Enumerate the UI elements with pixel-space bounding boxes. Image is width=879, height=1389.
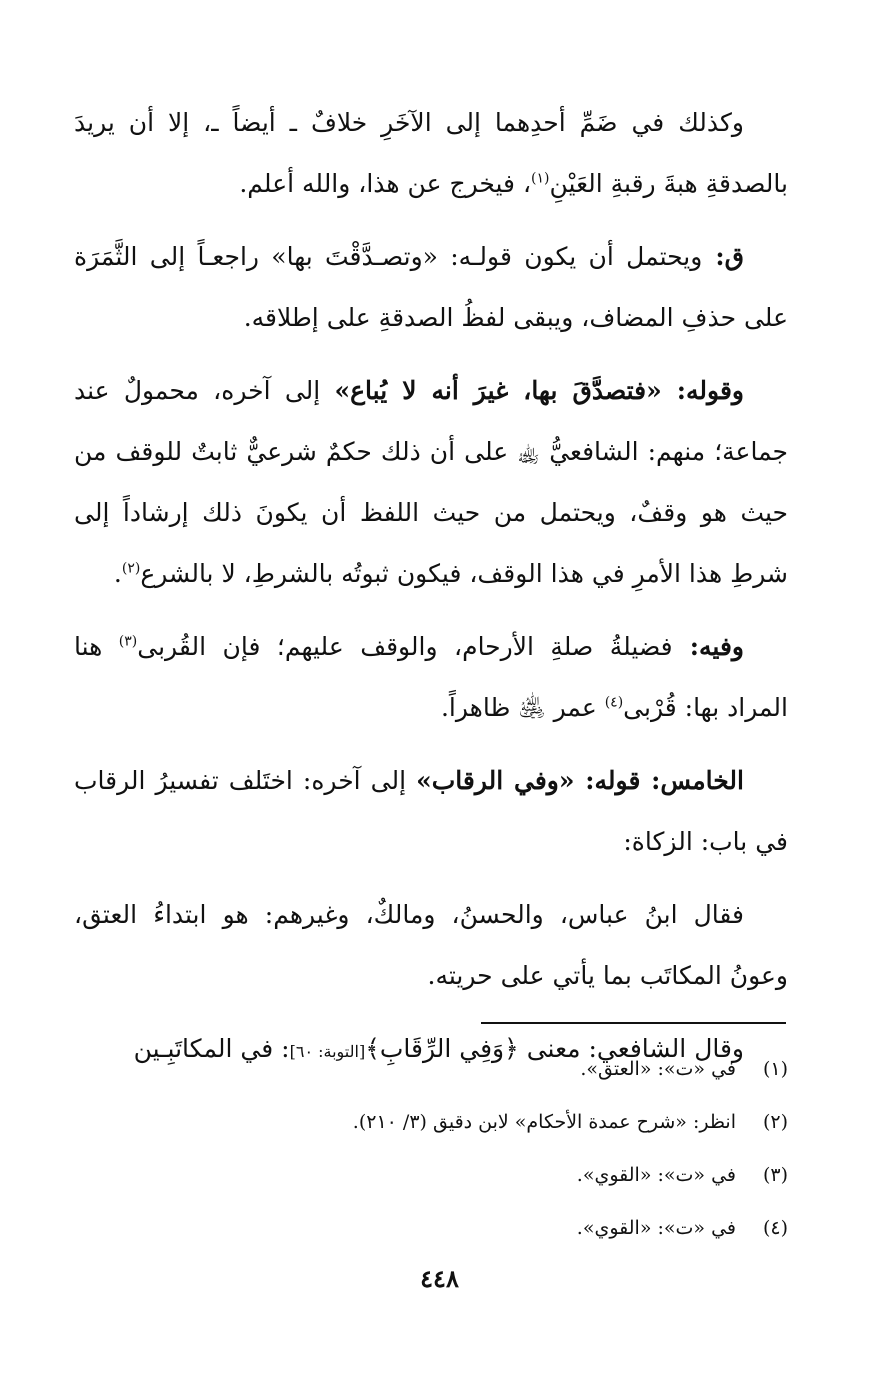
paragraph-4-text-b: هنا المراد بها: قُرْبى <box>74 632 788 722</box>
paragraph-6-text: فقال ابنُ عباس، والحسنُ، ومالكٌ، وغيرهم: هو ابتداءُ العتق، وعونُ المكاتَب بما يأتي على حريته. <box>74 900 788 990</box>
footnote-ref-1: (١) <box>531 170 550 187</box>
footnote-item <box>74 1202 788 1255</box>
paragraph-1 <box>74 92 788 214</box>
footnotes <box>74 1043 788 1255</box>
footnote-text: في «ت»: «القوي». <box>576 1164 736 1186</box>
footnote-ref-2: (٢) <box>121 560 141 577</box>
footnote-separator <box>481 1022 786 1024</box>
footnote-item <box>74 1149 788 1202</box>
paragraph-7-text-b: : في المكاتَبِـين <box>133 1034 290 1063</box>
footnote-number: (٣) <box>762 1164 788 1186</box>
paragraph-7-text-a: وقال الشافعي: معنى ﴿وَفِي الرِّقَابِ﴾ <box>365 1034 744 1063</box>
paragraph-3-quote: «فتصدَّقَ بها، غيرَ أنه لا يُباع» <box>334 376 662 405</box>
paragraph-2-lead: ق: <box>702 242 744 271</box>
paragraph-4-text-c: عمر ﵁ ظاهراً. <box>440 693 605 722</box>
paragraph-6 <box>74 884 788 1006</box>
paragraph-5 <box>74 750 788 872</box>
paragraph-1-text-b: ، فيخرج عن هذا، والله أعلم. <box>239 169 532 198</box>
footnote-number: (٤) <box>762 1217 788 1239</box>
footnote-text: في «ت»: «العتق». <box>580 1058 736 1080</box>
main-text <box>74 92 788 1094</box>
paragraph-5-lead: الخامس: قوله: <box>574 766 744 795</box>
footnote-item <box>74 1043 788 1096</box>
paragraph-3-lead: وقوله: <box>661 376 744 405</box>
footnote-number: (٢) <box>762 1111 788 1133</box>
paragraph-4-text-a: فضيلةُ صلةِ الأرحام، والوقف عليهم؛ فإن القُربى <box>137 632 673 661</box>
footnote-text: انظر: «شرح عمدة الأحكام» لابن دقيق (٣/ ٢١٠). <box>352 1111 736 1133</box>
footnote-ref-4: (٤) <box>604 694 624 711</box>
paragraph-4 <box>74 616 788 738</box>
footnote-item <box>74 1096 788 1149</box>
footnote-number: (١) <box>762 1058 788 1080</box>
paragraph-5-quote: «وفي الرقاب» <box>416 766 575 795</box>
footnote-text: في «ت»: «القوي». <box>576 1217 736 1239</box>
paragraph-3-text: إلى آخره، محمولٌ عند جماعة؛ منهم: الشافعيُّ ﵀ على أن ذلك حكمٌ شرعيٌّ ثابتٌ للوقف من حيث هو وقفٌ، ويحتمل من حيث اللفظ أن يكونَ ذلك إرشاداً إلى شرطِ هذا الأمرِ في هذا الوقف، فيكون ثبوتُه بالشرطِ، لا بالشرع <box>74 376 788 588</box>
paragraph-2-text: ويحتمل أن يكون قولـه: «وتصـدَّقْتَ بها» راجعـاً إلى الثَّمَرَة على حذفِ المضاف، ويبقى لفظُ الصدقةِ على إطلاقه. <box>74 242 788 332</box>
paragraph-1-text-a: وكذلك في ضَمِّ أحدِهما إلى الآخَرِ خلافٌ ـ أيضاً ـ، إلا أن يريدَ بالصدقةِ هبةَ رقبةِ العَيْنِ <box>74 108 788 198</box>
paragraph-2 <box>74 226 788 348</box>
footnote-ref-3: (٣) <box>118 633 138 650</box>
quran-reference: [التوبة: ٦٠] <box>289 1042 366 1061</box>
paragraph-5-text: إلى آخره: اختَلف تفسيرُ الرقاب في باب: الزكاة: <box>74 766 788 856</box>
paragraph-3 <box>74 360 788 604</box>
paragraph-4-lead: وفيه: <box>672 632 745 661</box>
paragraph-3-end: . <box>113 559 122 588</box>
page-number: ٤٤٨ <box>420 1264 459 1293</box>
